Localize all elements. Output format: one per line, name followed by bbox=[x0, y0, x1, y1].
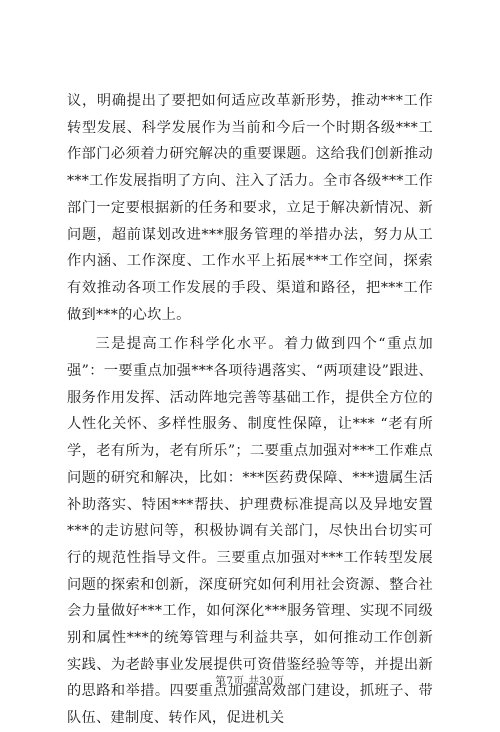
page-footer: 第7页 共30页 bbox=[215, 675, 285, 687]
document-body bbox=[67, 88, 433, 732]
paragraph-third-point: 三是提高工作科学化水平。着力做到四个“重点加强”：一要重点加强***各项待遇落实、“两项建设”跟进、服务作用发挥、活动阵地完善等基础工作，提供全方位的人性化关怀、多样性服务、制度性保障，让*** “老有所学，老有所为，老有所乐”；二要重点加强对***工作难点问题的研究和解决，比如：***医药费保障、***遗属生活补助落实、特困***帮扶、护理费标准提高以及异地安置***的走访慰问等，积极协调有关部门，尽快出台切实可行的规范性指导文件。三要重点加强对***工作转型发展问题的探索和创新，深度研究如何利用社会资源、整合社会力量做好***工作，如何深化***服务管理、实现不同级别和属性***的统筹管理与利益共享，如何推动工作创新实践、为老龄事业发展提供可资借鉴经验等等，并提出新的思路和举措。四要重点加强高效部门建设，抓班子、带队伍、建制度、转作风，促进机关 bbox=[67, 336, 433, 727]
paragraph-continuation: 议，明确提出了要把如何适应改革新形势，推动***工作转型发展、科学发展作为当前和今后一个时期各级***工作部门必须着力研究解决的重要课题。这给我们创新推动***工作发展指明了方向、注入了活力。全市各级***工作部门一定要根据新的任务和要求，立足于解决新情况、新问题，超前谋划改进***服务管理的举措办法，努力从工作内涵、工作深度、工作水平上拓展***工作空间，探索有效推动各项工作发展的手段、渠道和路径，把***工作做到***的心坎上。 bbox=[67, 93, 433, 323]
